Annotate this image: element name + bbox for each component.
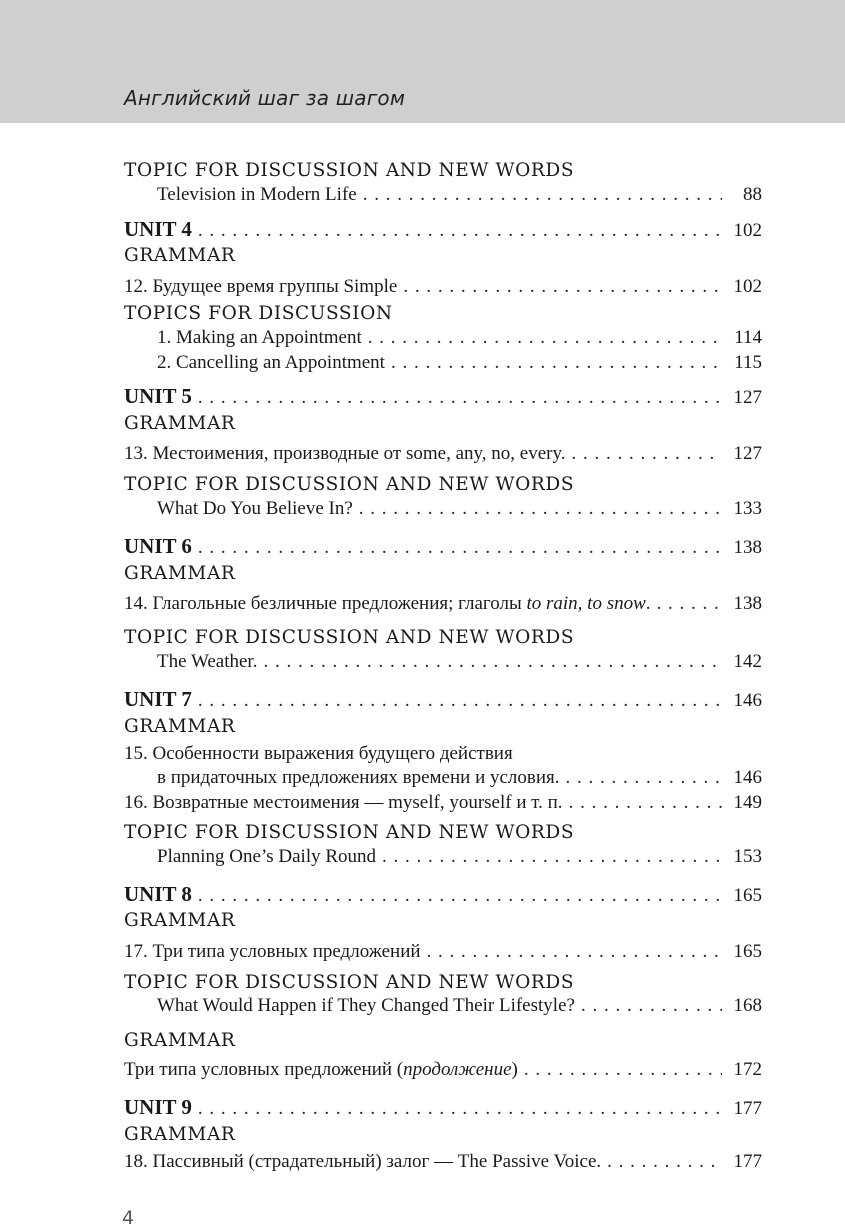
toc-entry: 12. Будущее время группы Simple . . . 102 xyxy=(124,275,762,299)
toc-unit-7: UNIT 7 . . . 146 xyxy=(124,687,762,713)
running-header-title: Английский шаг за шагом xyxy=(124,86,406,110)
toc-entry: Television in Modern Life . . . 88 xyxy=(157,183,762,207)
section-heading: TOPICS FOR DISCUSSION xyxy=(124,303,393,324)
toc-entry: 13. Местоимения, производные от some, any, no, every. . . . 127 xyxy=(124,442,762,466)
toc-entry: Planning One’s Daily Round . . . 153 xyxy=(157,845,762,869)
section-heading: TOPIC FOR DISCUSSION AND NEW WORDS xyxy=(124,822,575,843)
section-heading: TOPIC FOR DISCUSSION AND NEW WORDS xyxy=(124,972,575,993)
section-heading: GRAMMAR xyxy=(124,1030,236,1051)
toc-entry: 17. Три типа условных предложений . . . 165 xyxy=(124,940,762,964)
section-heading: GRAMMAR xyxy=(124,563,236,584)
section-heading: GRAMMAR xyxy=(124,413,236,434)
toc-entry: в придаточных предложениях времени и условия. . . . 146 xyxy=(157,766,762,790)
toc-entry: 18. Пассивный (страдательный) залог — The Passive Voice. . . . 177 xyxy=(124,1150,762,1174)
section-heading: TOPIC FOR DISCUSSION AND NEW WORDS xyxy=(124,474,575,495)
toc-entry-line: 15. Особенности выражения будущего действия xyxy=(124,743,513,764)
section-heading: TOPIC FOR DISCUSSION AND NEW WORDS xyxy=(124,627,575,648)
toc-entry: 14. Глагольные безличные предложения; глаголы to rain, to snow. . . . 138 xyxy=(124,592,762,616)
section-heading: GRAMMAR xyxy=(124,910,236,931)
toc-entry: The Weather. . . . 142 xyxy=(157,650,762,674)
page-number: 4 xyxy=(122,1207,135,1229)
toc-unit-5: UNIT 5 . . . 127 xyxy=(124,384,762,410)
toc-entry: 2. Cancelling an Appointment . . . 115 xyxy=(157,351,762,375)
toc-entry: What Would Happen if They Changed Their Lifestyle? . . . 168 xyxy=(157,994,762,1018)
toc-entry: 16. Возвратные местоимения — myself, yourself и т. п. . . . 149 xyxy=(124,791,762,815)
toc-unit-4: UNIT 4 . . . 102 xyxy=(124,217,762,243)
section-heading: GRAMMAR xyxy=(124,716,236,737)
section-heading: TOPIC FOR DISCUSSION AND NEW WORDS xyxy=(124,160,575,181)
toc-entry: What Do You Believe In? . . . 133 xyxy=(157,497,762,521)
toc-entry: 1. Making an Appointment . . . 114 xyxy=(157,326,762,350)
toc-unit-6: UNIT 6 . . . 138 xyxy=(124,534,762,560)
toc-unit-8: UNIT 8 . . . 165 xyxy=(124,882,762,908)
toc-entry: Три типа условных предложений (продолжение) . . . 172 xyxy=(124,1058,762,1082)
section-heading: GRAMMAR xyxy=(124,1124,236,1145)
section-heading: GRAMMAR xyxy=(124,245,236,266)
toc-unit-9: UNIT 9 . . . 177 xyxy=(124,1095,762,1121)
